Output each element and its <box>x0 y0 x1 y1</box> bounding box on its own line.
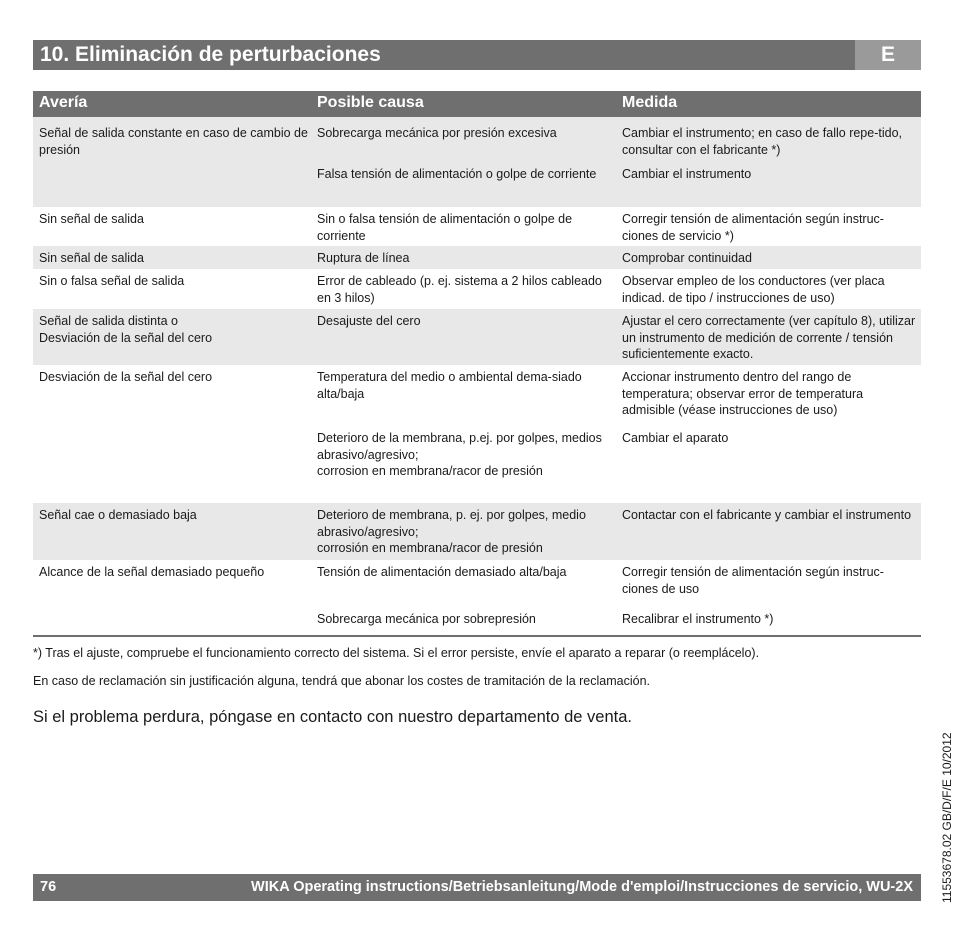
measure-cell: Corregir tensión de alimentación según instruc-ciones de servicio *) <box>622 212 884 243</box>
table-header <box>33 91 921 117</box>
cause-cell: Error de cableado (p. ej. sistema a 2 hilos cableado en 3 hilos) <box>317 274 602 305</box>
fault-cell: Señal de salida distinta o Desviación de la señal del cero <box>39 314 213 345</box>
cause-cell: Falsa tensión de alimentación o golpe de corriente <box>317 167 597 181</box>
measure-cell: Comprobar continuidad <box>622 251 752 265</box>
header-measure: Medida <box>622 94 678 111</box>
cause-cell: Tensión de alimentación demasiado alta/baja <box>317 565 567 579</box>
measure-cell: Cambiar el instrumento; en caso de fallo repe-tido, consultar con el fabricante *) <box>622 126 903 157</box>
cause-cell: Temperatura del medio o ambiental dema-siado alta/baja <box>317 370 582 401</box>
fault-cell: Sin señal de salida <box>39 212 144 226</box>
footer-title: WIKA Operating instructions/Betriebsanleitung/Mode d'emploi/Instrucciones de servicio, WU-2X <box>251 879 913 895</box>
header-cause: Posible causa <box>317 94 424 111</box>
measure-cell: Cambiar el aparato <box>622 431 729 445</box>
fault-cell: Señal cae o demasiado baja <box>39 508 197 522</box>
header-fault: Avería <box>39 94 88 111</box>
table-row <box>33 503 921 560</box>
measure-cell: Observar empleo de los conductores (ver placa indicad. de tipo / instrucciones de uso) <box>622 274 885 305</box>
table-row <box>33 117 921 166</box>
fault-cell: Sin señal de salida <box>39 251 144 265</box>
footer-bar <box>33 874 921 901</box>
fault-cell: Desviación de la señal del cero <box>39 370 213 384</box>
cause-cell: Ruptura de línea <box>317 251 410 265</box>
measure-cell: Contactar con el fabricante y cambiar el instrumento <box>622 508 912 522</box>
page-number: 76 <box>40 879 57 895</box>
section-header <box>33 40 921 70</box>
table-row <box>33 246 921 269</box>
measure-cell: Ajustar el cero correctamente (ver capítulo 8), utilizar un instrumento de medición de corrente / tensión suficientemente exacto. <box>622 314 916 361</box>
measure-cell: Corregir tensión de alimentación según instruc-ciones de uso <box>622 565 884 596</box>
section-title: 10. Eliminación de perturbaciones <box>40 43 381 66</box>
table-row <box>33 430 921 503</box>
claim-note: En caso de reclamación sin justificación alguna, tendrá que abonar los costes de tramitación de la reclamación. <box>33 674 651 688</box>
fault-cell: Sin o falsa señal de salida <box>39 274 185 288</box>
fault-cell: Señal de salida constante en caso de cambio de presión <box>39 126 308 157</box>
cause-cell: Deterioro de la membrana, p.ej. por golpes, medios abrasivo/agresivo; corrosion en membrana/racor de presión <box>317 431 602 478</box>
cause-cell: Sobrecarga mecánica por presión excesiva <box>317 126 557 140</box>
measure-cell: Accionar instrumento dentro del rango de temperatura; observar error de temperatura admisible (véase instrucciones de uso) <box>622 370 864 417</box>
table-row <box>33 166 921 207</box>
cause-cell: Desajuste del cero <box>317 314 421 328</box>
cause-cell: Deterioro de membrana, p. ej. por golpes, medio abrasivo/agresivo; corrosión en membrana/racor de presión <box>317 508 586 555</box>
measure-cell: Recalibrar el instrumento *) <box>622 612 774 626</box>
asterisk-note: *) Tras el ajuste, compruebe el funcionamiento correcto del sistema. Si el error persiste, envíe el aparato a reparar (o reemplácelo). <box>33 646 760 660</box>
document-code: 11553678.02 GB/D/F/E 10/2012 <box>940 732 954 903</box>
troubleshooting-table <box>33 91 921 637</box>
table-row <box>33 207 921 246</box>
cause-cell: Sin o falsa tensión de alimentación o golpe de corriente <box>317 212 573 243</box>
measure-cell: Cambiar el instrumento <box>622 167 752 181</box>
cause-cell: Sobrecarga mecánica por sobrepresión <box>317 612 536 626</box>
fault-cell: Alcance de la señal demasiado pequeño <box>39 565 265 579</box>
table-bottom-rule <box>33 635 921 637</box>
table-row <box>33 365 921 430</box>
table-row <box>33 608 921 635</box>
table-row <box>33 560 921 608</box>
table-row <box>33 309 921 365</box>
language-badge: E <box>855 40 921 70</box>
contact-note: Si el problema perdura, póngase en contacto con nuestro departamento de venta. <box>33 708 632 726</box>
table-row <box>33 269 921 309</box>
